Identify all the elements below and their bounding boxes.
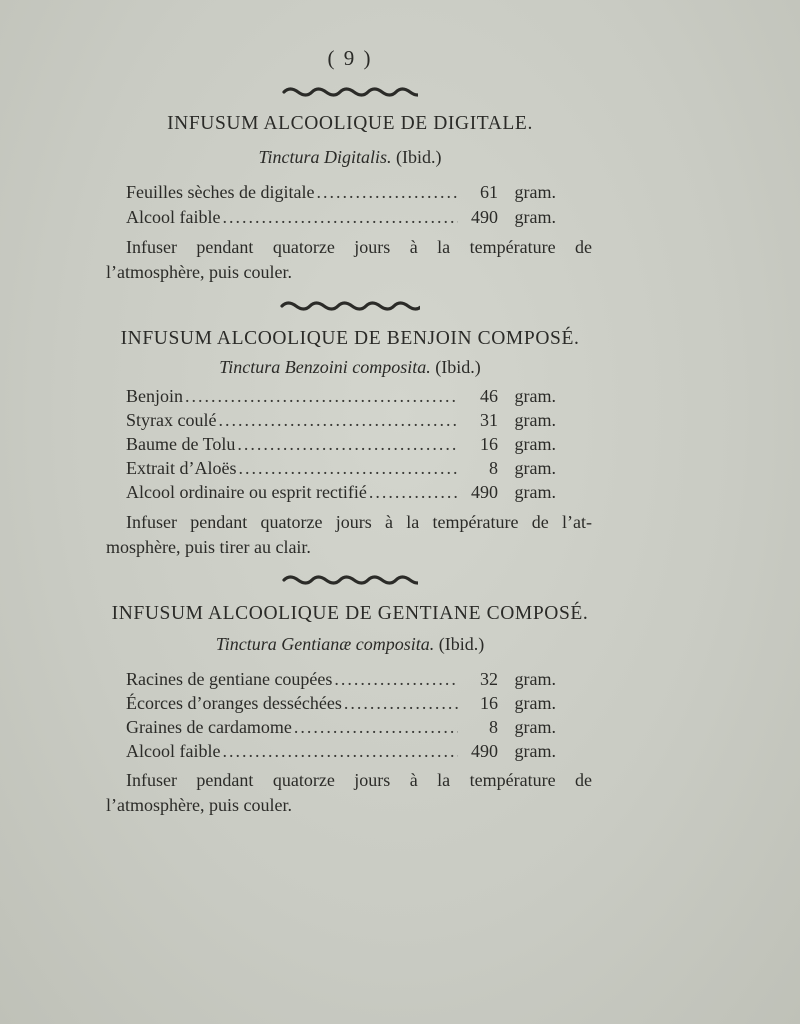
- ingredient-quantity: 16: [480, 693, 498, 713]
- instruction-paragraph: [106, 510, 592, 560]
- leader-dots: [237, 434, 458, 455]
- ingredient-name: Styrax coulé: [126, 410, 217, 430]
- section-subtitle-benjoin: [0, 357, 700, 378]
- reference: (Ibid.): [430, 357, 481, 377]
- section-subtitle-gentiane: [0, 634, 700, 655]
- latin-name: Tinctura Digitalis.: [258, 147, 392, 167]
- ingredient-unit: gram.: [514, 741, 556, 761]
- ingredient-quantity: 32: [480, 669, 498, 689]
- ingredient-unit: gram.: [514, 458, 556, 478]
- ingredient-name: Alcool ordinaire ou esprit rectifié: [126, 482, 367, 502]
- latin-name: Tinctura Gentianæ composita.: [215, 634, 435, 654]
- ingredient-name: Alcool faible: [126, 207, 221, 227]
- paragraph-line: l’atmosphère, puis couler.: [106, 795, 292, 815]
- ingredient-unit: gram.: [514, 207, 556, 227]
- leader-dots: [294, 717, 458, 738]
- ingredient-row: [126, 434, 556, 455]
- leader-dots: [316, 182, 458, 203]
- ingredient-unit: gram.: [514, 434, 556, 454]
- ingredient-quantity: 490: [471, 207, 498, 227]
- ingredient-row: [126, 482, 556, 503]
- ingredient-row: [126, 458, 556, 479]
- ingredient-row: [126, 693, 556, 714]
- section-title-digitale: INFUSUM ALCOOLIQUE DE DIGITALE.: [167, 113, 533, 134]
- ingredient-unit: gram.: [514, 410, 556, 430]
- ingredient-unit: gram.: [514, 182, 556, 202]
- section-title-gentiane: INFUSUM ALCOOLIQUE DE GENTIANE COMPOSÉ.: [111, 603, 589, 624]
- ingredient-row: [126, 741, 556, 762]
- ingredient-name: Alcool faible: [126, 741, 221, 761]
- ingredient-name: Benjoin: [126, 386, 183, 406]
- leader-dots: [218, 410, 458, 431]
- ingredient-quantity: 16: [480, 434, 498, 454]
- ingredient-row: [126, 717, 556, 738]
- ingredient-unit: gram.: [514, 482, 556, 502]
- paragraph-line: mosphère, puis tirer au clair.: [106, 537, 311, 557]
- ingredient-row: [126, 386, 556, 407]
- ingredient-name: Extrait d’Aloës: [126, 458, 237, 478]
- ingredient-unit: gram.: [514, 693, 556, 713]
- ingredient-quantity: 490: [471, 741, 498, 761]
- paragraph-line: Infuser pendant quatorze jours à la température de: [126, 237, 592, 257]
- reference: (Ibid.): [391, 147, 442, 167]
- paragraph-line: Infuser pendant quatorze jours à la température de l’at-: [126, 512, 592, 532]
- ingredient-quantity: 490: [471, 482, 498, 502]
- ornament-divider: [0, 300, 700, 312]
- ingredient-name: Feuilles sèches de digitale: [126, 182, 315, 202]
- section-title-benjoin: INFUSUM ALCOOLIQUE DE BENJOIN COMPOSÉ.: [120, 328, 580, 349]
- leader-dots: [369, 482, 458, 503]
- latin-name: Tinctura Benzoini composita.: [219, 357, 431, 377]
- instruction-paragraph: [106, 768, 592, 818]
- reference: (Ibid.): [434, 634, 485, 654]
- ingredient-row: [126, 669, 556, 690]
- page-number: ( 9 ): [327, 46, 373, 70]
- ingredient-quantity: 61: [480, 182, 498, 202]
- leader-dots: [185, 386, 458, 407]
- ingredient-unit: gram.: [514, 717, 556, 737]
- leader-dots: [334, 669, 458, 690]
- leader-dots: [222, 741, 458, 762]
- leader-dots: [344, 693, 458, 714]
- ingredient-row: [126, 410, 556, 431]
- ingredient-row: [126, 207, 556, 228]
- paragraph-line: Infuser pendant quatorze jours à la température de: [126, 770, 592, 790]
- ingredient-name: Écorces d’oranges desséchées: [126, 693, 342, 713]
- leader-dots: [238, 458, 458, 479]
- paragraph-line: l’atmosphère, puis couler.: [106, 262, 292, 282]
- ingredient-quantity: 46: [480, 386, 498, 406]
- ingredient-name: Baume de Tolu: [126, 434, 236, 454]
- ingredient-name: Graines de cardamome: [126, 717, 292, 737]
- leader-dots: [222, 207, 458, 228]
- ingredient-unit: gram.: [514, 669, 556, 689]
- ingredient-quantity: 31: [480, 410, 498, 430]
- ornament-divider: [0, 574, 700, 586]
- ingredient-row: [126, 182, 556, 203]
- section-subtitle-digitale: [0, 147, 700, 168]
- instruction-paragraph: [106, 235, 592, 285]
- ornament-divider: [0, 86, 700, 98]
- ingredient-quantity: 8: [489, 717, 498, 737]
- ingredient-name: Racines de gentiane coupées: [126, 669, 333, 689]
- ingredient-unit: gram.: [514, 386, 556, 406]
- ingredient-quantity: 8: [489, 458, 498, 478]
